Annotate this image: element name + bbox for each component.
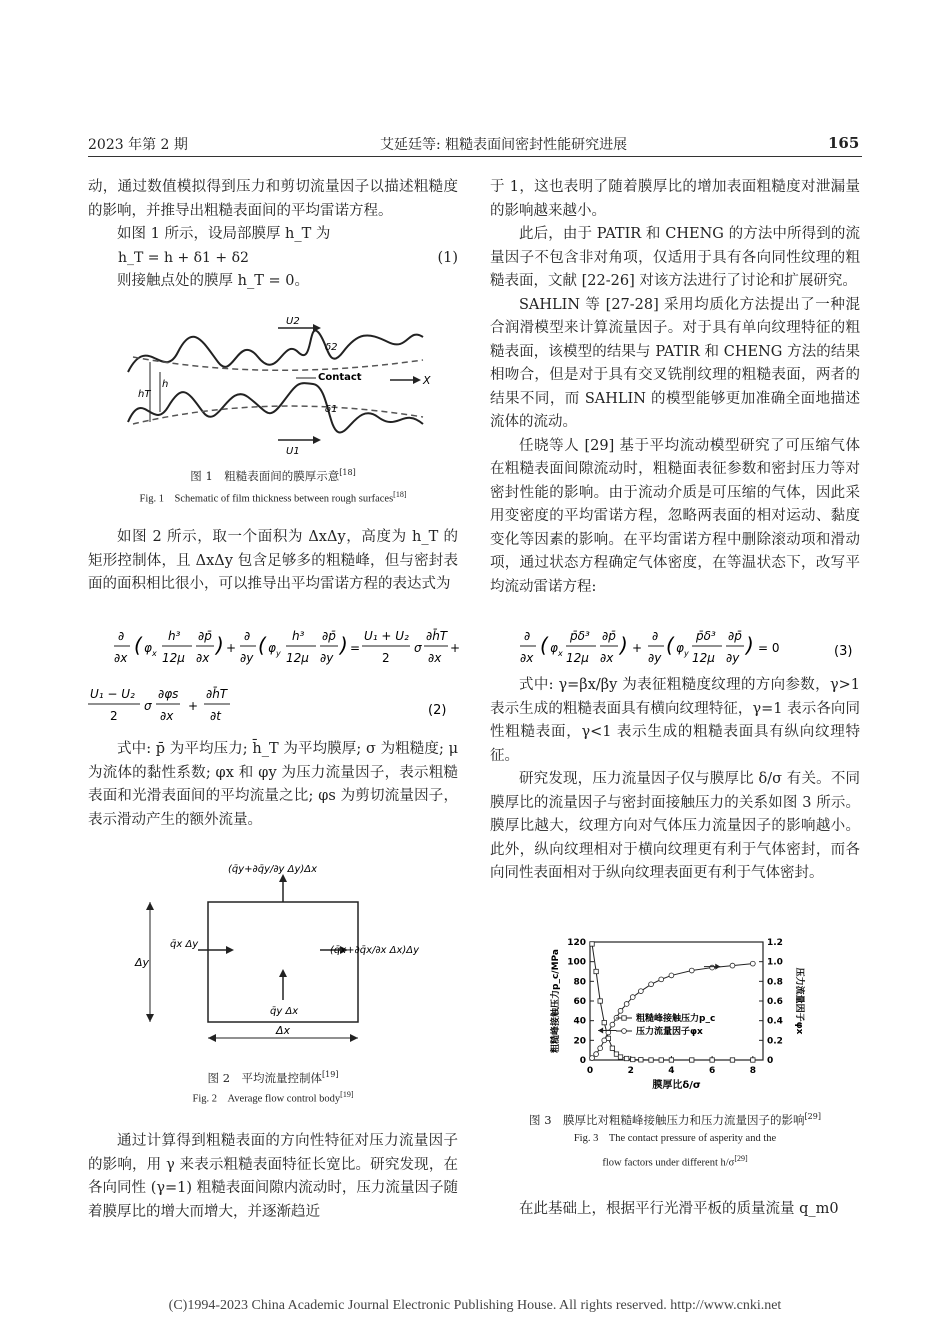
- eq2-t9: ): [216, 633, 224, 657]
- x-label: X: [423, 374, 431, 387]
- equation-3: [490, 622, 862, 672]
- yright-tick-label: 1.2: [767, 938, 783, 948]
- yright-tick-label: 0.4: [767, 1016, 783, 1027]
- yright-tick-label: 0: [767, 1056, 774, 1066]
- right-column-3: [490, 1198, 860, 1222]
- fig1-cap-en-text: Fig. 1 Schematic of film thickness between rough surfaces: [139, 493, 394, 505]
- svg-text:(: (: [666, 633, 674, 657]
- eq2-t34: ∂t: [210, 709, 221, 723]
- series-1-point: [710, 1058, 714, 1062]
- svg-text:∂: ∂: [524, 629, 531, 643]
- yleft-tick-label: 20: [573, 1036, 586, 1047]
- yleft-tick-label: 0: [579, 1056, 586, 1066]
- left-p3: 则接触点处的膜厚 h_T = 0。: [117, 272, 309, 289]
- header-rule: [88, 156, 862, 157]
- ht-label: hT: [138, 389, 151, 400]
- equation-2-number: (2): [428, 703, 447, 718]
- figure-2-diagram: [120, 850, 420, 1055]
- series-2-point: [730, 963, 735, 968]
- series-2-point: [624, 1002, 629, 1007]
- svg-text:y: y: [684, 649, 689, 658]
- h-label: h: [162, 379, 169, 390]
- figure-1-caption-en: [88, 486, 458, 508]
- yleft-axis-label: 粗糙峰接触压力p_c/MPa: [551, 949, 561, 1053]
- fig1-cap-cn-ref: [18]: [339, 468, 356, 477]
- right-p3: SAHLIN 等 [27-28] 采用均质化方法提出了一种混合润滑模型来计算流量因子。对于具有单向纹理特征的粗糙表面，该模型的结果与 PATIR 和 CHENG 方法的结果相吻合，但是对于具有交叉铣削纹理的粗糙表面，两者的结果不同，而 SAHLIN 的模型能够更加准确全面地描述流体的流动。: [490, 296, 860, 430]
- yright-axis-label: 压力流量因子φx: [794, 967, 804, 1035]
- figure-2-caption-en: [88, 1086, 458, 1108]
- equation-2: [88, 622, 460, 734]
- qy-out-label: (q̄y+∂q̄y/∂y Δy)Δx: [228, 864, 318, 875]
- eq2-t3: (: [134, 633, 142, 657]
- equation-3-number: (3): [834, 644, 853, 659]
- eq2-t30: ∂φs: [158, 687, 179, 701]
- series-2-point: [638, 989, 643, 994]
- series-1-point: [669, 1058, 673, 1062]
- left-column-3: [88, 738, 458, 832]
- eq2-t14: φ: [268, 641, 276, 655]
- eq2-t4: φ: [144, 641, 152, 655]
- series-2-point: [689, 968, 694, 973]
- right-p5: 式中: γ=βx/βy 为表征粗糙度纹理的方向参数，γ>1 表示生成的粗糙表面具有横向纹理特征，γ=1 表示各向同性粗糙表面，γ<1 表示生成的粗糙表面具有纵向纹理特征。: [490, 677, 860, 764]
- fig3-cap-en2-text: flow factors under different h/σ: [602, 1157, 735, 1169]
- left-p6: 通过计算得到粗糙表面的方向性特征对压力流量因子的影响，用 γ 来表示粗糙表面特征长宽比。研究发现，在各向同性 (γ=1) 粗糙表面间隙内流动时，压力流量因子随着膜厚比的增大而增大，并逐渐趋近: [88, 1133, 458, 1220]
- svg-text:p̄δ³: p̄δ³: [570, 629, 590, 643]
- svg-text:x: x: [558, 649, 563, 658]
- series-2-point: [630, 995, 635, 1000]
- delta2-label: δ2: [325, 342, 338, 353]
- figure-3-chart: [548, 930, 808, 1100]
- dy-label: Δy: [135, 956, 150, 969]
- eq2-t5: h³: [168, 629, 181, 643]
- figure-1-caption-cn: [88, 464, 458, 485]
- figure-3-caption-en-1: Fig. 3 The contact pressure of asperity and the: [573, 1133, 777, 1144]
- header-left: 2023 年第 2 期: [88, 137, 188, 153]
- figure-3-caption-cn: [490, 1108, 860, 1129]
- yleft-tick-label: 100: [567, 957, 586, 968]
- svg-text:): ): [746, 633, 754, 657]
- series-1-point: [751, 1058, 755, 1062]
- right-axis-arrowhead: [715, 964, 720, 970]
- eq2-t18: ∂y: [320, 651, 334, 665]
- svg-text:∂p̄: ∂p̄: [602, 629, 616, 643]
- eq2-t31: ∂x: [160, 709, 174, 723]
- fig3-cap-cn-text: 图 3 膜厚比对粗糙峰接触压力和压力流量因子的影响: [529, 1112, 805, 1127]
- svg-text:φ: φ: [676, 641, 684, 655]
- series-2-point: [618, 1008, 623, 1013]
- x-tick-label: 2: [627, 1066, 634, 1076]
- series-2-point: [594, 1052, 599, 1057]
- eq2-t8: ∂x: [196, 651, 210, 665]
- figure-2-caption-cn: [88, 1066, 458, 1087]
- figure-1-diagram: [118, 312, 438, 457]
- svg-text:p̄δ³: p̄δ³: [696, 629, 716, 643]
- right-p1: 于 1，这也表明了随着膜厚比的增加表面粗糙度对泄漏量的影响越来越小。: [490, 179, 860, 219]
- copyright-footer: (C)1994-2023 China Academic Journal Electronic Publishing House. All rights reserved. http://www.cnki.net: [168, 1298, 782, 1313]
- svg-text:(: (: [540, 633, 548, 657]
- svg-text:φ: φ: [550, 641, 558, 655]
- eq2-t27: U₁ − U₂: [90, 687, 135, 701]
- fig2-cap-en-ref: [19]: [340, 1090, 354, 1099]
- u2-label: U2: [286, 316, 300, 327]
- series-1-point: [598, 999, 602, 1003]
- fig2-cap-cn-ref: [19]: [322, 1070, 339, 1079]
- svg-text:∂y: ∂y: [726, 651, 740, 665]
- eq2-t11: ∂: [244, 629, 251, 643]
- series-2-point: [750, 961, 755, 966]
- svg-text:): ): [620, 633, 628, 657]
- series-1-point: [590, 942, 594, 946]
- legend-label-2: 压力流量因子φx: [636, 1027, 703, 1037]
- series-1-point: [602, 1020, 606, 1024]
- series-2-point: [602, 1038, 607, 1043]
- qx-out-label: (q̄x+∂q̄x/∂x Δx)Δy: [330, 945, 420, 956]
- eq2-t24: ∂h̄T: [426, 629, 448, 643]
- fig3-cap-en-ref: [29]: [734, 1154, 748, 1163]
- lower-surface: [128, 383, 423, 432]
- right-p7: 在此基础上，根据平行光滑平板的质量流量 q_m0: [519, 1201, 839, 1217]
- right-column-2: [490, 674, 860, 886]
- eq2-t32: +: [188, 699, 199, 713]
- right-p4: 任晓等人 [29] 基于平均流动模型研究了可压缩气体在粗糙表面间隙流动时，粗糙面表征参数和密封压力等对密封性能的影响。由于流动介质是可压缩的气体，因此采用变密度的平均雷诺方程，忽略两表面的相对运动、黏度变化等因素的影响。在平均雷诺方程中删除滚动项和滑动项，通过状态方程确定气体密度，在等温状态下，改写平均流动雷诺方程:: [490, 437, 860, 595]
- svg-text:∂: ∂: [652, 629, 659, 643]
- svg-text:∂p̄: ∂p̄: [728, 629, 742, 643]
- eq2-t13: (: [258, 633, 266, 657]
- figure-3-caption-en-2: [490, 1150, 860, 1172]
- upper-surface: [128, 331, 423, 372]
- eq2-t15: h³: [292, 629, 305, 643]
- yleft-tick-label: 60: [573, 997, 586, 1007]
- x-tick-label: 8: [749, 1066, 756, 1076]
- control-volume: [208, 902, 358, 1022]
- eq2-t6: 12μ: [162, 651, 185, 665]
- yleft-tick-label: 40: [573, 1016, 586, 1027]
- eq2-t29: σ: [144, 699, 152, 713]
- right-p6: 研究发现，压力流量因子仅与膜厚比 δ/σ 有关。不同膜厚比的流量因子与密封面接触压力的关系如图 3 所示。膜厚比越大，纹理方向对气体压力流量因子的影响越小。此外，纵向纹理相对于横向纹理更有利于气体密封，而各向同性表面相对于纵向纹理表面更有利于气体密封。: [490, 771, 860, 881]
- eq2-t19: ): [340, 633, 348, 657]
- eq2-t7: ∂p̄: [198, 629, 212, 643]
- fig3-cap-cn-ref: [29]: [804, 1112, 821, 1121]
- series-2-point: [669, 973, 674, 978]
- x-tick-label: 0: [586, 1066, 594, 1076]
- left-axis-arrowhead: [598, 1028, 603, 1034]
- series-1-point: [610, 1046, 614, 1050]
- left-column-2: [88, 526, 458, 597]
- left-column: [88, 176, 458, 293]
- fig2-cap-cn-text: 图 2 平均流量控制体: [207, 1070, 323, 1085]
- eq2-t25: ∂x: [428, 651, 442, 665]
- series-1-point: [649, 1058, 653, 1062]
- yright-tick-label: 1.0: [767, 957, 783, 968]
- svg-text:12μ: 12μ: [692, 651, 715, 665]
- fig1-cap-cn-text: 图 1 粗糙表面间的膜厚示意: [190, 468, 340, 483]
- series-2-point: [610, 1022, 615, 1027]
- left-p4: 如图 2 所示，取一个面积为 ΔxΔy，高度为 h_T 的矩形控制体，且 ΔxΔy 包含足够多的粗糙峰，但与密封表面的面积相比很小，可以推导出平均雷诺方程的表达式为: [88, 529, 458, 592]
- dx-label: Δx: [276, 1024, 291, 1037]
- yleft-tick-label: 80: [573, 977, 586, 988]
- eq2-t1: ∂: [118, 629, 125, 643]
- u1-label: U1: [286, 446, 300, 457]
- eq2-t12: ∂y: [240, 651, 254, 665]
- right-p2: 此后，由于 PATIR 和 CHENG 的方法中所得到的流量因子不包含非对角项，仅适用于具有各向同性纹理的粗糙表面，文献 [22-26] 对该方法进行了讨论和扩展研究。: [490, 226, 860, 289]
- series-1-point: [659, 1058, 663, 1062]
- legend-marker-1: [622, 1016, 626, 1020]
- fig1-cap-en-ref: [18]: [393, 490, 407, 499]
- series-2-point: [710, 965, 715, 970]
- yright-tick-label: 0.8: [767, 977, 783, 988]
- series-1-point: [690, 1058, 694, 1062]
- equation-1: h_T = h + δ1 + δ2: [118, 249, 249, 266]
- series-2-point: [659, 977, 664, 982]
- left-p5: 式中: p̄ 为平均压力; h̄_T 为平均膜厚; σ 为粗糙度; μ 为流体的黏性系数; φx 和 φy 为压力流量因子，表示粗糙表面和光滑表面间的平均流量之比; φs 为剪切流量因子，表示滑动产生的额外流量。: [88, 741, 458, 828]
- yright-tick-label: 0.6: [767, 997, 783, 1007]
- plot-frame: [590, 942, 763, 1060]
- eq2-t21: U₁ + U₂: [364, 629, 409, 643]
- left-column-4: [88, 1130, 458, 1224]
- series-1-point: [624, 1056, 628, 1060]
- eq2-t26: +: [450, 641, 460, 655]
- series-2-point: [590, 1056, 595, 1061]
- svg-text:+: +: [632, 641, 643, 655]
- delta1-label: δ1: [325, 404, 338, 415]
- svg-text:∂y: ∂y: [648, 651, 662, 665]
- svg-text:= 0: = 0: [758, 641, 780, 655]
- eq2-t10: +: [226, 641, 237, 655]
- eq2-t28: 2: [110, 709, 118, 723]
- x-axis-label: 膜厚比δ/σ: [652, 1080, 701, 1091]
- series-line-1: [592, 944, 753, 1060]
- series-1-point: [639, 1058, 643, 1062]
- svg-text:∂x: ∂x: [600, 651, 614, 665]
- right-column: [490, 176, 860, 599]
- qx-in-label: q̄x Δy: [170, 939, 199, 950]
- series-1-point: [631, 1057, 635, 1061]
- header-title: 艾延廷等: 粗糙表面间密封性能研究进展: [380, 137, 628, 153]
- eq2-t23: σ: [414, 641, 422, 655]
- fig2-cap-en-text: Fig. 2 Average flow control body: [192, 1093, 341, 1105]
- x-tick-label: 6: [708, 1066, 716, 1076]
- x-tick-label: 4: [668, 1066, 675, 1076]
- left-p2: 如图 1 所示，设局部膜厚 h_T 为: [117, 226, 331, 242]
- page-number: 165: [828, 134, 860, 152]
- left-p1: 动，通过数值模拟得到压力和剪切流量因子以描述粗糙度的影响，并推导出粗糙表面间的平均雷诺方程。: [88, 179, 458, 219]
- eq2-t17: ∂p̄: [322, 629, 336, 643]
- series-1-point: [730, 1058, 734, 1062]
- eq2-t2: ∂x: [114, 651, 128, 665]
- yleft-tick-label: 120: [567, 938, 586, 948]
- qy-in-label: q̄y Δx: [270, 1006, 299, 1017]
- equation-1-number: (1): [437, 249, 458, 266]
- series-1-point: [594, 969, 598, 973]
- svg-text:x: x: [152, 649, 157, 658]
- eq2-t22: 2: [382, 651, 390, 665]
- x-arrowhead: [413, 376, 421, 384]
- series-2-point: [598, 1046, 603, 1051]
- svg-text:∂x: ∂x: [520, 651, 534, 665]
- eq2-t20: =: [350, 641, 361, 655]
- yright-tick-label: 0.2: [767, 1036, 783, 1047]
- eq2-t33: ∂h̄T: [206, 687, 228, 701]
- series-2-point: [649, 982, 654, 987]
- u1-arrowhead: [313, 436, 321, 444]
- legend-label-1: 粗糙峰接触压力p_c: [636, 1014, 716, 1024]
- series-1-point: [618, 1055, 622, 1059]
- legend-marker-2: [622, 1029, 627, 1034]
- svg-text:12μ: 12μ: [566, 651, 589, 665]
- contact-label: Contact: [318, 372, 362, 383]
- eq2-t16: 12μ: [286, 651, 309, 665]
- svg-text:y: y: [276, 649, 281, 658]
